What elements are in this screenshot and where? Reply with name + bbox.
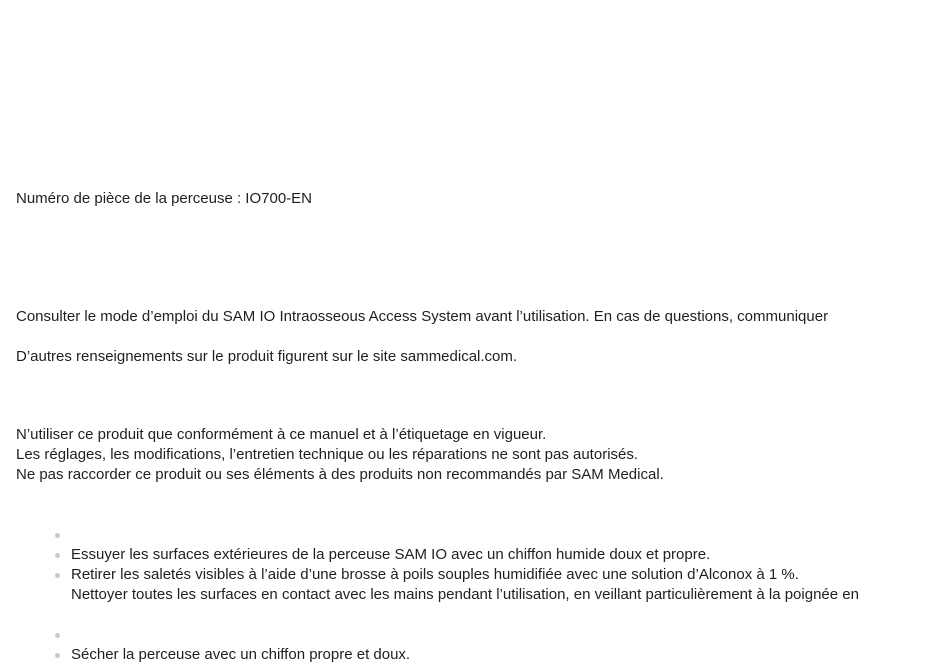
usage-rules	[16, 425, 664, 485]
cleaning-steps-list	[0, 525, 859, 605]
list-item	[0, 625, 410, 645]
bullet-icon	[55, 653, 60, 658]
bullet-icon	[55, 553, 60, 558]
list-item	[0, 525, 859, 545]
consult-instructions-text: Consulter le mode d’emploi du SAM IO Intraosseous Access System avant l’utilisation. En cas de questions, communiquer	[16, 308, 829, 325]
bullet-icon	[55, 533, 60, 538]
list-item-continuation: Nettoyer toutes les surfaces en contact avec les mains pendant l’utilisation, en veillant particulièrement à la poignée en	[71, 586, 859, 603]
list-item	[0, 565, 859, 605]
bullet-icon	[55, 573, 60, 578]
list-item-text: Retirer les saletés visibles à l’aide d’une brosse à poils souples humidifiée avec une solution d’Alconox à 1 %.	[71, 566, 799, 583]
list-item-text: Sécher la perceuse avec un chiffon propre et doux.	[71, 646, 411, 663]
list-item	[0, 545, 859, 565]
usage-rule: Les réglages, les modifications, l’entretien technique ou les réparations ne sont pas autorisés.	[16, 446, 639, 463]
usage-rule: Ne pas raccorder ce produit ou ses éléments à des produits non recommandés par SAM Medical.	[16, 466, 664, 483]
bullet-icon	[55, 633, 60, 638]
list-item-text: Essuyer les surfaces extérieures de la perceuse SAM IO avec un chiffon humide doux et propre.	[71, 546, 711, 563]
drying-steps-list	[0, 625, 410, 665]
product-info-text: D’autres renseignements sur le produit figurent sur le site sammedical.com.	[16, 348, 518, 365]
usage-rule: N’utiliser ce produit que conformément à ce manuel et à l’étiquetage en vigueur.	[16, 426, 547, 443]
drill-part-number: Numéro de pièce de la perceuse : IO700-EN	[16, 190, 312, 207]
list-item	[0, 645, 410, 665]
